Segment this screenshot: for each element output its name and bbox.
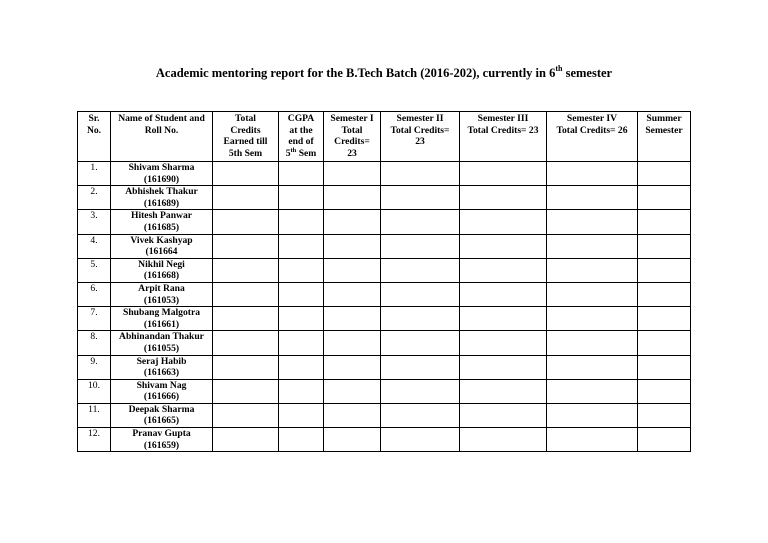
sr-no-cell: 6. (78, 282, 111, 306)
semester-1-cell (324, 379, 381, 403)
total-credits-cell (213, 258, 279, 282)
semester-4-cell (547, 307, 638, 331)
semester-4-cell (547, 258, 638, 282)
total-credits-cell (213, 162, 279, 186)
total-credits-cell (213, 282, 279, 306)
roll-number: (161666) (143, 391, 180, 403)
summer-semester-cell (638, 307, 691, 331)
student-cell (111, 355, 213, 379)
semester-2-cell (381, 258, 460, 282)
semester-3-cell (460, 234, 547, 258)
table-row (78, 258, 691, 282)
semester-2-cell (381, 403, 460, 427)
student-cell (111, 162, 213, 186)
student-cell (111, 210, 213, 234)
summer-semester-cell (638, 331, 691, 355)
table-row (78, 210, 691, 234)
roll-number: (161663) (143, 367, 180, 379)
semester-2-cell (381, 428, 460, 452)
summer-semester-cell (638, 403, 691, 427)
semester-3-cell (460, 403, 547, 427)
student-name: Abhishek Thakur (125, 186, 198, 198)
roll-number: (161685) (143, 221, 180, 233)
header-semester-3: Semester III Total Credits= 23 (460, 112, 547, 162)
semester-2-cell (381, 186, 460, 210)
semester-1-cell (324, 307, 381, 331)
total-credits-cell (213, 403, 279, 427)
semester-1-cell (324, 403, 381, 427)
sr-no-cell: 3. (78, 210, 111, 234)
sr-no-cell: 9. (78, 355, 111, 379)
sr-no-cell: 2. (78, 186, 111, 210)
cgpa-cell (279, 210, 324, 234)
student-name: Shivam Nag (136, 379, 187, 391)
total-credits-cell (213, 210, 279, 234)
cgpa-cell (279, 403, 324, 427)
semester-3-cell (460, 258, 547, 282)
summer-semester-cell (638, 428, 691, 452)
semester-3-cell (460, 210, 547, 234)
summer-semester-cell (638, 162, 691, 186)
header-semester-4: Semester IV Total Credits= 26 (547, 112, 638, 162)
roll-number: (161661) (143, 318, 180, 330)
semester-4-cell (547, 282, 638, 306)
cgpa-cell (279, 428, 324, 452)
roll-number: (161055) (143, 342, 180, 354)
table-row (78, 234, 691, 258)
summer-semester-cell (638, 234, 691, 258)
cgpa-cell (279, 355, 324, 379)
sr-no-cell: 12. (78, 428, 111, 452)
semester-4-cell (547, 186, 638, 210)
header-sr-no: Sr. No. (78, 112, 111, 162)
sr-no-cell: 7. (78, 307, 111, 331)
semester-3-cell (460, 331, 547, 355)
cgpa-cell (279, 379, 324, 403)
report-title-tail: semester (562, 66, 613, 80)
summer-semester-cell (638, 282, 691, 306)
table-row (78, 403, 691, 427)
header-cgpa: CGPA at the end of 5th Sem (279, 112, 324, 162)
semester-3-cell (460, 428, 547, 452)
semester-2-cell (381, 210, 460, 234)
header-semester-2: Semester II Total Credits= 23 (381, 112, 460, 162)
header-summer-semester: Summer Semester (638, 112, 691, 162)
cgpa-cell (279, 282, 324, 306)
semester-4-cell (547, 379, 638, 403)
student-name: Deepak Sharma (128, 403, 195, 415)
student-name: Arpit Rana (138, 282, 185, 294)
roll-number: (161668) (143, 270, 180, 282)
semester-3-cell (460, 282, 547, 306)
semester-4-cell (547, 355, 638, 379)
roll-number: (161665) (143, 415, 180, 427)
report-title-superscript: th (555, 63, 563, 73)
semester-3-cell (460, 162, 547, 186)
semester-3-cell (460, 307, 547, 331)
semester-3-cell (460, 186, 547, 210)
student-cell (111, 258, 213, 282)
sr-no-cell: 1. (78, 162, 111, 186)
report-title (0, 63, 768, 81)
total-credits-cell (213, 307, 279, 331)
table-row (78, 307, 691, 331)
sr-no-cell: 10. (78, 379, 111, 403)
sr-no-cell: 4. (78, 234, 111, 258)
total-credits-cell (213, 428, 279, 452)
summer-semester-cell (638, 210, 691, 234)
student-name: Nikhil Negi (138, 258, 185, 270)
student-name: Pranav Gupta (132, 428, 191, 440)
semester-2-cell (381, 379, 460, 403)
student-cell (111, 234, 213, 258)
report-body (78, 162, 691, 452)
semester-4-cell (547, 162, 638, 186)
semester-2-cell (381, 331, 460, 355)
student-cell (111, 307, 213, 331)
semester-4-cell (547, 331, 638, 355)
cgpa-cell (279, 331, 324, 355)
cgpa-cell (279, 186, 324, 210)
summer-semester-cell (638, 379, 691, 403)
student-cell (111, 331, 213, 355)
cgpa-cell (279, 162, 324, 186)
header-total-credits: Total Credits Earned till 5th Sem (213, 112, 279, 162)
student-cell (111, 186, 213, 210)
semester-4-cell (547, 428, 638, 452)
semester-2-cell (381, 355, 460, 379)
student-name: Shivam Sharma (128, 162, 195, 173)
semester-3-cell (460, 355, 547, 379)
student-name: Abhinandan Thakur (119, 331, 204, 343)
student-name: Shubang Malgotra (122, 307, 201, 319)
student-cell (111, 403, 213, 427)
semester-2-cell (381, 307, 460, 331)
report-title-text: Academic mentoring report for the B.Tech Batch (2016-202), currently in 6 (155, 66, 556, 80)
table-row (78, 428, 691, 452)
roll-number: (161659) (143, 439, 180, 451)
total-credits-cell (213, 331, 279, 355)
semester-4-cell (547, 234, 638, 258)
total-credits-cell (213, 186, 279, 210)
roll-number: (161689) (143, 197, 180, 209)
sr-no-cell: 5. (78, 258, 111, 282)
student-cell (111, 428, 213, 452)
semester-2-cell (381, 162, 460, 186)
total-credits-cell (213, 355, 279, 379)
summer-semester-cell (638, 258, 691, 282)
header-student-name: Name of Student and Roll No. (111, 112, 213, 162)
summer-semester-cell (638, 186, 691, 210)
semester-4-cell (547, 210, 638, 234)
total-credits-cell (213, 379, 279, 403)
roll-number: (161053) (143, 294, 180, 306)
mentoring-report-table (77, 111, 691, 452)
semester-2-cell (381, 282, 460, 306)
sr-no-cell: 8. (78, 331, 111, 355)
sr-no-cell: 11. (78, 403, 111, 427)
table-row (78, 331, 691, 355)
cgpa-cell (279, 307, 324, 331)
semester-1-cell (324, 282, 381, 306)
table-row (78, 379, 691, 403)
header-row (78, 112, 691, 162)
semester-1-cell (324, 234, 381, 258)
semester-1-cell (324, 258, 381, 282)
student-name: Seraj Habib (136, 355, 187, 367)
student-name: Vivek Kashyap (130, 234, 193, 246)
table-row (78, 282, 691, 306)
roll-number: (161690) (143, 173, 180, 185)
header-semester-1: Semester I Total Credits= 23 (324, 112, 381, 162)
semester-3-cell (460, 379, 547, 403)
student-cell (111, 282, 213, 306)
semester-1-cell (324, 355, 381, 379)
semester-2-cell (381, 234, 460, 258)
roll-number: (161664 (145, 246, 178, 258)
student-name: Hitesh Panwar (130, 210, 193, 222)
table-row (78, 186, 691, 210)
semester-1-cell (324, 428, 381, 452)
semester-1-cell (324, 186, 381, 210)
semester-4-cell (547, 403, 638, 427)
table-row (78, 162, 691, 186)
cgpa-cell (279, 258, 324, 282)
student-cell (111, 379, 213, 403)
semester-1-cell (324, 210, 381, 234)
table-row (78, 355, 691, 379)
summer-semester-cell (638, 355, 691, 379)
semester-1-cell (324, 162, 381, 186)
cgpa-cell (279, 234, 324, 258)
total-credits-cell (213, 234, 279, 258)
semester-1-cell (324, 331, 381, 355)
